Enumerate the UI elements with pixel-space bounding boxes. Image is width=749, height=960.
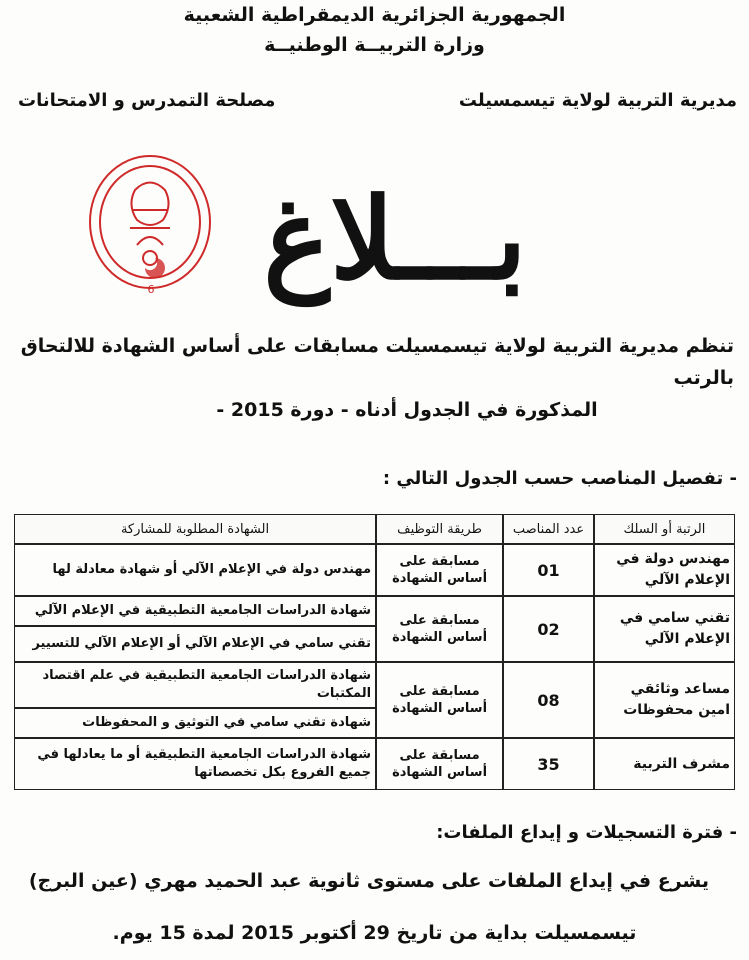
announcement-title: بـــلاغ: [263, 174, 527, 305]
method-cell: مسابقة على أساس الشهادة: [376, 662, 503, 738]
table-header-row: [14, 514, 735, 544]
table-row: [14, 738, 735, 790]
method-cell: مسابقة على أساس الشهادة: [376, 596, 503, 662]
intro-paragraph: [20, 330, 734, 426]
directorate-label: مديرية التربية لولاية تيسمسيلت: [458, 90, 737, 111]
certificate-cell: شهادة الدراسات الجامعية التطبيقية في الإعلام الآلي: [14, 596, 376, 626]
stamp-number: 6: [147, 283, 155, 296]
certificate-cell: شهادة تقني سامي في التوثيق و المحفوظات: [14, 708, 376, 738]
rank-cell: مشرف التربية: [594, 738, 735, 790]
header-count: عدد المناصب: [503, 514, 594, 544]
header-certificate: الشهادة المطلوبة للمشاركة: [14, 514, 376, 544]
certificate-cell: مهندس دولة في الإعلام الآلي أو شهادة معادلة لها: [14, 544, 376, 596]
table-row: [14, 662, 735, 708]
method-cell: مسابقة على أساس الشهادة: [376, 738, 503, 790]
service-label: مصلحة التمدرس و الامتحانات: [18, 90, 276, 111]
table-row: [14, 544, 735, 596]
table-row: [14, 596, 735, 626]
count-cell: 02: [503, 596, 594, 662]
rank-cell: مهندس دولة في الإعلام الآلي: [594, 544, 735, 596]
method-cell: مسابقة على أساس الشهادة: [376, 544, 503, 596]
registration-heading: - فترة التسجيلات و إيداع الملفات:: [436, 822, 737, 843]
positions-table: [14, 514, 735, 790]
rank-cell: مساعد وثائقي امين محفوظات: [594, 662, 735, 738]
count-cell: 01: [503, 544, 594, 596]
official-stamp-icon: [85, 150, 215, 300]
certificate-cell: شهادة الدراسات الجامعية التطبيقية في علم اقتصاد المكتبات: [14, 662, 376, 708]
count-cell: 35: [503, 738, 594, 790]
positions-heading: - تفصيل المناصب حسب الجدول التالي :: [382, 468, 737, 489]
ministry-header: وزارة التربيــة الوطنيــة: [264, 34, 485, 56]
registration-line-1: يشرع في إيداع الملفات على مستوى ثانوية عبد الحميد مهري (عين البرج): [28, 870, 709, 892]
count-cell: 08: [503, 662, 594, 738]
intro-line-1: تنظم مديرية التربية لولاية تيسمسيلت مسابقات على أساس الشهادة للالتحاق بالرتب: [20, 335, 734, 389]
certificate-cell: شهادة الدراسات الجامعية التطبيقية أو ما يعادلها في جميع الفروع بكل تخصصاتها: [14, 738, 376, 790]
certificate-cell: تقني سامي في الإعلام الآلي أو الإعلام الآلي للتسيير: [14, 626, 376, 662]
header-method: طريقة التوظيف: [376, 514, 503, 544]
rank-cell: تقني سامي في الإعلام الآلي: [594, 596, 735, 662]
header-rank: الرتبة أو السلك: [594, 514, 735, 544]
republic-header: الجمهورية الجزائرية الديمقراطية الشعبية: [183, 4, 566, 26]
registration-line-2: تيسمسيلت بداية من تاريخ 29 أكتوبر 2015 لمدة 15 يوم.: [112, 922, 637, 944]
intro-line-2: المذكورة في الجدول أدناه - دورة 2015 -: [216, 399, 598, 421]
